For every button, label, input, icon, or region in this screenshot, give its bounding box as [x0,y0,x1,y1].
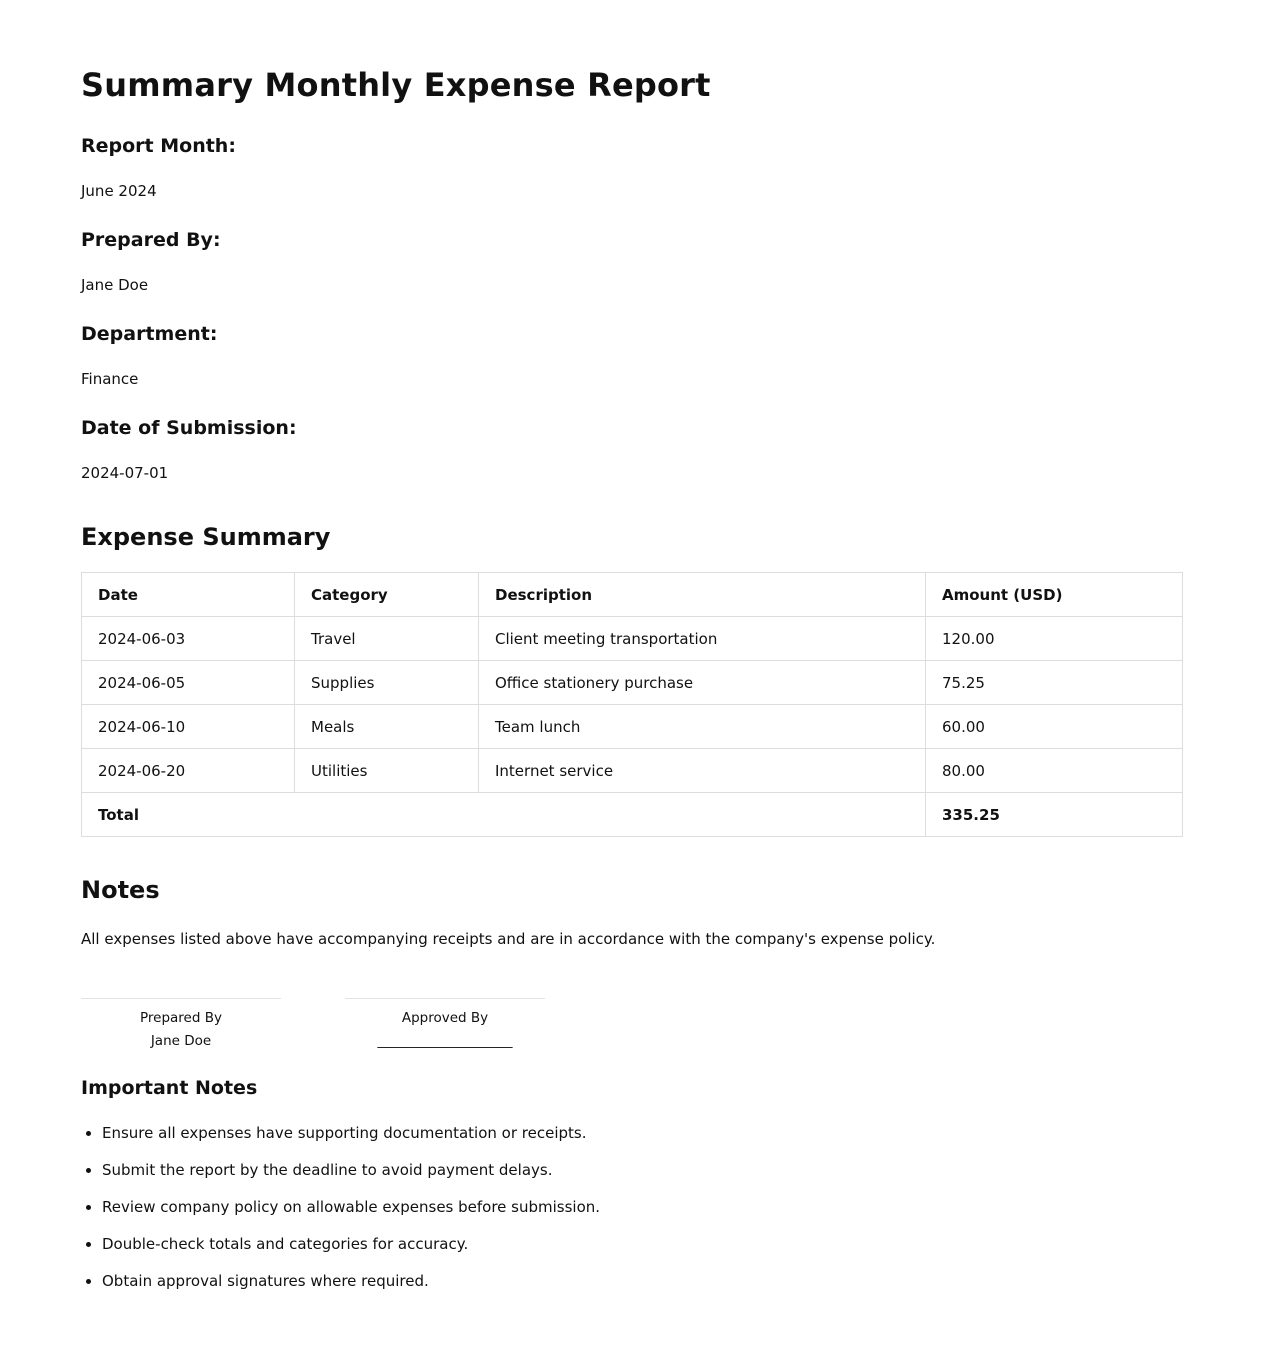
cell-date: 2024-06-10 [82,705,295,749]
cell-category: Travel [295,617,479,661]
column-header-category: Category [295,573,479,617]
cell-amount: 120.00 [926,617,1183,661]
list-item: • Submit the report by the deadline to avoid payment delays. [102,1159,600,1196]
cell-category: Supplies [295,661,479,705]
report-title: Summary Monthly Expense Report [81,66,711,104]
cell-description: Internet service [479,749,926,793]
cell-date: 2024-06-20 [82,749,295,793]
column-header-amount: Amount (USD) [926,573,1183,617]
department-value: Finance [81,370,139,388]
table-row [82,617,1183,661]
total-label: Total [82,793,926,837]
submission-date-label: Date of Submission: [81,417,297,439]
cell-date: 2024-06-03 [82,617,295,661]
list-item: • Ensure all expenses have supporting documentation or receipts. [102,1122,600,1159]
signature-role: Approved By [401,1010,489,1026]
signature-role: Prepared By [140,1010,222,1026]
total-row [82,793,1183,837]
cell-category: Utilities [295,749,479,793]
list-item: • Obtain approval signatures where required. [102,1270,600,1307]
column-header-date: Date [82,573,295,617]
table-row [82,661,1183,705]
approved-by-signature [345,998,545,1053]
expense-summary-heading: Expense Summary [81,523,331,551]
cell-date: 2024-06-05 [82,661,295,705]
prepared-by-value: Jane Doe [81,276,149,294]
table-row [82,705,1183,749]
signature-name: Jane Doe [150,1033,212,1049]
list-item: • Review company policy on allowable expenses before submission. [102,1196,600,1233]
prepared-by-signature [81,998,281,1053]
department-label: Department: [81,323,218,345]
signature-line: ____________________ [377,1033,513,1049]
expense-table [81,572,1183,837]
table-header-row [82,573,1183,617]
cell-description: Team lunch [479,705,926,749]
column-header-description: Description [479,573,926,617]
table-row [82,749,1183,793]
cell-category: Meals [295,705,479,749]
prepared-by-label: Prepared By: [81,229,221,251]
cell-amount: 80.00 [926,749,1183,793]
cell-description: Office stationery purchase [479,661,926,705]
total-amount: 335.25 [926,793,1183,837]
cell-amount: 60.00 [926,705,1183,749]
list-item: • Double-check totals and categories for accuracy. [102,1233,600,1270]
report-month-value: June 2024 [81,182,157,200]
cell-description: Client meeting transportation [479,617,926,661]
notes-heading: Notes [81,876,160,904]
report-month-label: Report Month: [81,135,236,157]
notes-text: All expenses listed above have accompanying receipts and are in accordance with the company's expense policy. [81,930,936,948]
submission-date-value: 2024-07-01 [81,464,169,482]
cell-amount: 75.25 [926,661,1183,705]
important-notes-list [81,1122,600,1307]
important-notes-heading: Important Notes [81,1077,258,1099]
